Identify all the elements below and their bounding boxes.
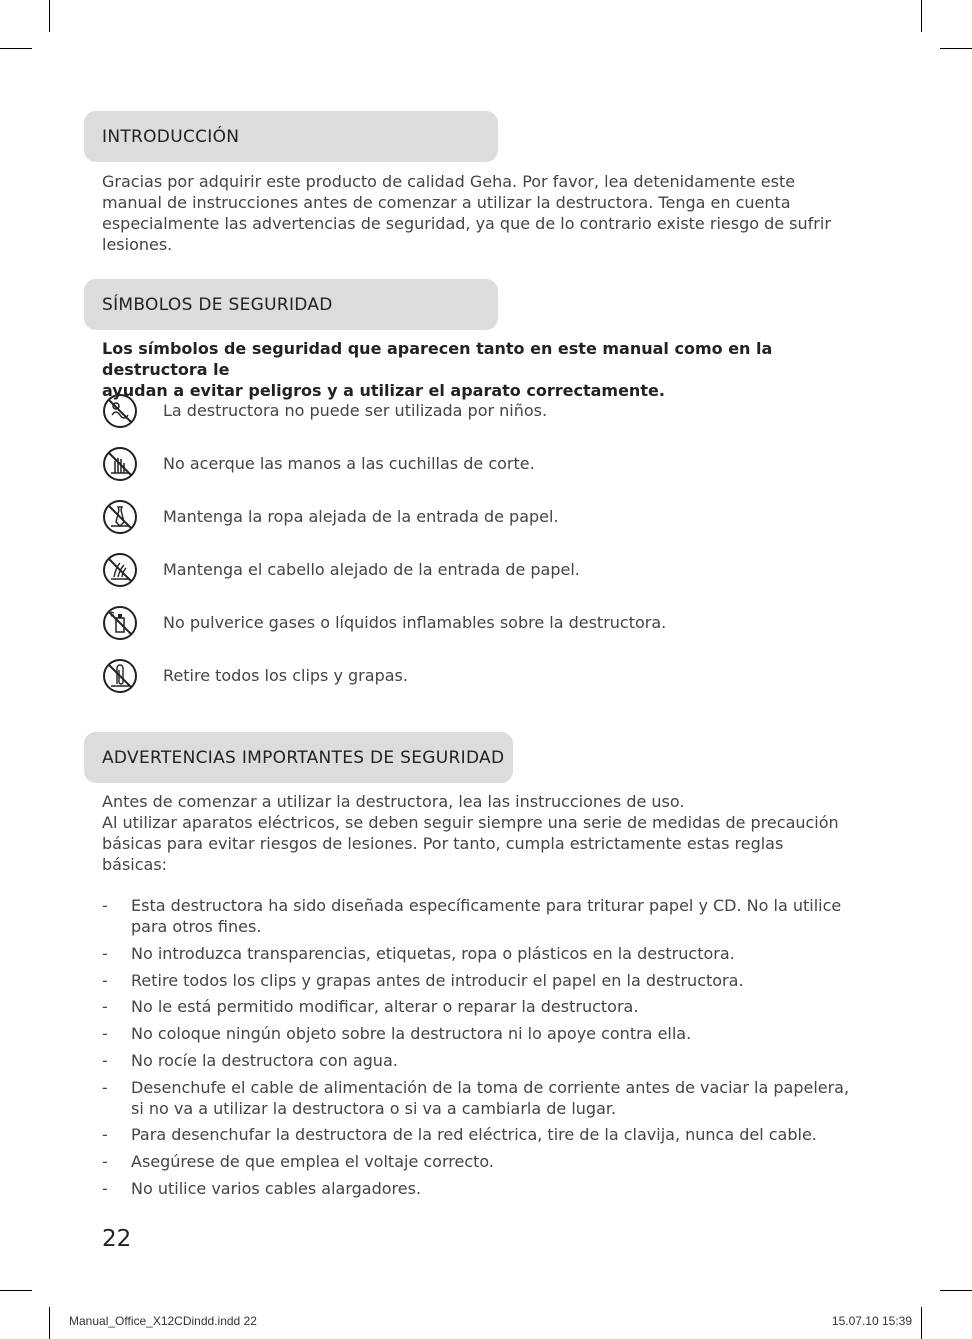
warnings-intro-line: Antes de comenzar a utilizar la destructora, lea las instrucciones de uso. — [102, 792, 685, 811]
symbols-title: SÍMBOLOS DE SEGURIDAD — [102, 294, 333, 315]
intro-header — [84, 111, 498, 162]
intro-line: lesiones. — [102, 235, 173, 254]
symbols-intro-line: Los símbolos de seguridad que aparecen tanto en este manual como en la destructora le — [102, 339, 773, 379]
bullet-marker: - — [102, 944, 108, 963]
warnings-intro-line: básicas: — [102, 855, 168, 874]
bullet-marker: - — [102, 1125, 108, 1144]
bullet-marker: - — [102, 1152, 108, 1171]
warning-line: No rocíe la destructora con agua. — [131, 1051, 398, 1070]
no-tie-icon — [102, 499, 138, 535]
crop-mark — [49, 1307, 50, 1339]
footer-date: 15.07.10 15:39 — [831, 1314, 912, 1328]
crop-mark — [940, 1290, 972, 1291]
warning-line: si no va a utilizar la destructora o si va a cambiarla de lugar. — [131, 1099, 617, 1118]
symbol-text: Mantenga la ropa alejada de la entrada de papel. — [163, 507, 559, 526]
warnings-intro-line: básicas para evitar riesgos de lesiones. Por tanto, cumpla estrictamente estas reglas — [102, 834, 784, 853]
no-clips-icon — [102, 658, 138, 694]
crop-mark — [0, 48, 32, 49]
warnings-title: ADVERTENCIAS IMPORTANTES DE SEGURIDAD — [102, 747, 505, 768]
no-hands-icon — [102, 446, 138, 482]
bullet-marker: - — [102, 896, 108, 915]
warning-line: No utilice varios cables alargadores. — [131, 1179, 422, 1198]
no-aerosol-icon — [102, 605, 138, 641]
bullet-marker: - — [102, 1179, 108, 1198]
bullet-marker: - — [102, 1078, 108, 1097]
footer-file: Manual_Office_X12CDindd.indd 22 — [69, 1314, 257, 1328]
intro-line: Gracias por adquirir este producto de calidad Geha. Por favor, lea detenidamente este — [102, 172, 796, 191]
warnings-intro-line: Al utilizar aparatos eléctricos, se deben seguir siempre una serie de medidas de precaución — [102, 813, 839, 832]
warning-line: Asegúrese de que emplea el voltaje correcto. — [131, 1152, 494, 1171]
symbols-intro — [102, 338, 872, 401]
symbol-text: La destructora no puede ser utilizada por niños. — [163, 401, 548, 420]
warning-line: No introduzca transparencias, etiquetas, ropa o plásticos en la destructora. — [131, 944, 735, 963]
no-hair-icon — [102, 552, 138, 588]
symbol-row — [102, 393, 882, 429]
crop-mark — [0, 1290, 32, 1291]
no-children-icon — [102, 393, 138, 429]
intro-title: INTRODUCCIÓN — [102, 126, 240, 147]
warning-line: No coloque ningún objeto sobre la destructora ni lo apoye contra ella. — [131, 1024, 692, 1043]
symbol-row — [102, 446, 882, 482]
crop-mark — [921, 0, 922, 32]
symbol-text: No acerque las manos a las cuchillas de corte. — [163, 454, 535, 473]
bullet-marker: - — [102, 1051, 108, 1070]
symbol-text: Retire todos los clips y grapas. — [163, 666, 408, 685]
symbol-text: No pulverice gases o líquidos inflamables sobre la destructora. — [163, 613, 667, 632]
warning-line: No le está permitido modificar, alterar o reparar la destructora. — [131, 997, 639, 1016]
bullet-marker: - — [102, 1024, 108, 1043]
warning-line: para otros fines. — [131, 917, 262, 936]
bullet-marker: - — [102, 971, 108, 990]
symbols-intro-line: ayudan a evitar peligros y a utilizar el aparato correctamente. — [102, 381, 665, 400]
crop-mark — [940, 48, 972, 49]
warning-line: Desenchufe el cable de alimentación de la toma de corriente antes de vaciar la papelera, — [131, 1078, 850, 1097]
symbol-row — [102, 658, 882, 694]
warnings-intro — [102, 791, 872, 875]
warning-line: Para desenchufar la destructora de la red eléctrica, tire de la clavija, nunca del cable. — [131, 1125, 817, 1144]
warning-line: Retire todos los clips y grapas antes de introducir el papel en la destructora. — [131, 971, 744, 990]
intro-paragraph — [102, 171, 872, 255]
warnings-header — [84, 732, 513, 783]
crop-mark — [49, 0, 50, 32]
intro-line: manual de instrucciones antes de comenzar a utilizar la destructora. Tenga en cuenta — [102, 193, 791, 212]
symbol-text: Mantenga el cabello alejado de la entrada de papel. — [163, 560, 580, 579]
bullet-marker: - — [102, 997, 108, 1016]
crop-mark — [921, 1307, 922, 1339]
intro-line: especialmente las advertencias de seguridad, ya que de lo contrario existe riesgo de sufrir — [102, 214, 831, 233]
page-number: 22 — [102, 1226, 132, 1252]
symbols-header — [84, 279, 498, 330]
symbol-row — [102, 552, 882, 588]
warning-line: Esta destructora ha sido diseñada específicamente para triturar papel y CD. No la utilice — [131, 896, 842, 915]
symbol-row — [102, 605, 882, 641]
symbol-row — [102, 499, 882, 535]
